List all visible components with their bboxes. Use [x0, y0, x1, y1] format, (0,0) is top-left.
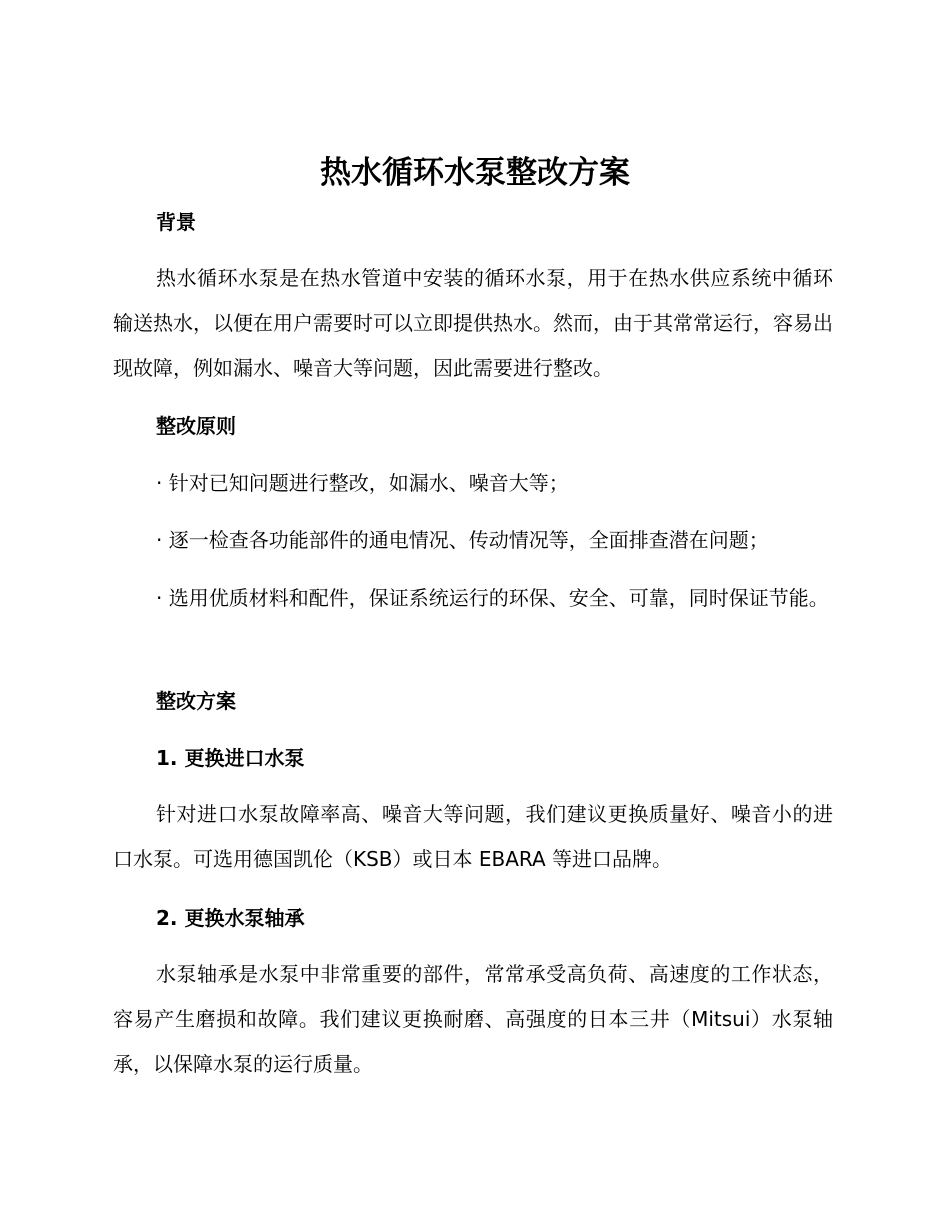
plan-step-2-heading: 2. 更换水泵轴承 [156, 906, 305, 930]
background-paragraph: 热水循环水泵是在热水管道中安装的循环水泵，用于在热水供应系统中循环输送热水，以便在用户需要时可以立即提供热水。然而，由于其常常运行，容易出现故障，例如漏水、噪音大等问题，因此需要进行整改。 [113, 266, 833, 380]
plan-step-2-paragraph: 水泵轴承是水泵中非常重要的部件，常常承受高负荷、高速度的工作状态，容易产生磨损和故障。我们建议更换耐磨、高强度的日本三井（Mitsui）水泵轴承，以保障水泵的运行质量。 [113, 962, 833, 1076]
plan-step-1-heading: 1. 更换进口水泵 [156, 746, 305, 770]
section-heading-plan: 整改方案 [156, 689, 236, 713]
document-title: 热水循环水泵整改方案 [320, 155, 630, 191]
section-heading-principles: 整改原则 [156, 414, 236, 438]
plan-step-1-paragraph: 针对进口水泵故障率高、噪音大等问题，我们建议更换质量好、噪音小的进口水泵。可选用德国凯伦（KSB）或日本 EBARA 等进口品牌。 [113, 802, 833, 871]
principle-item-3: · 选用优质材料和配件，保证系统运行的环保、安全、可靠，同时保证节能。 [156, 586, 829, 610]
principle-item-1: · 针对已知问题进行整改，如漏水、噪音大等； [156, 471, 569, 495]
section-heading-background: 背景 [156, 210, 196, 234]
principle-item-2: · 逐一检查各功能部件的通电情况、传动情况等，全面排查潜在问题； [156, 528, 769, 552]
